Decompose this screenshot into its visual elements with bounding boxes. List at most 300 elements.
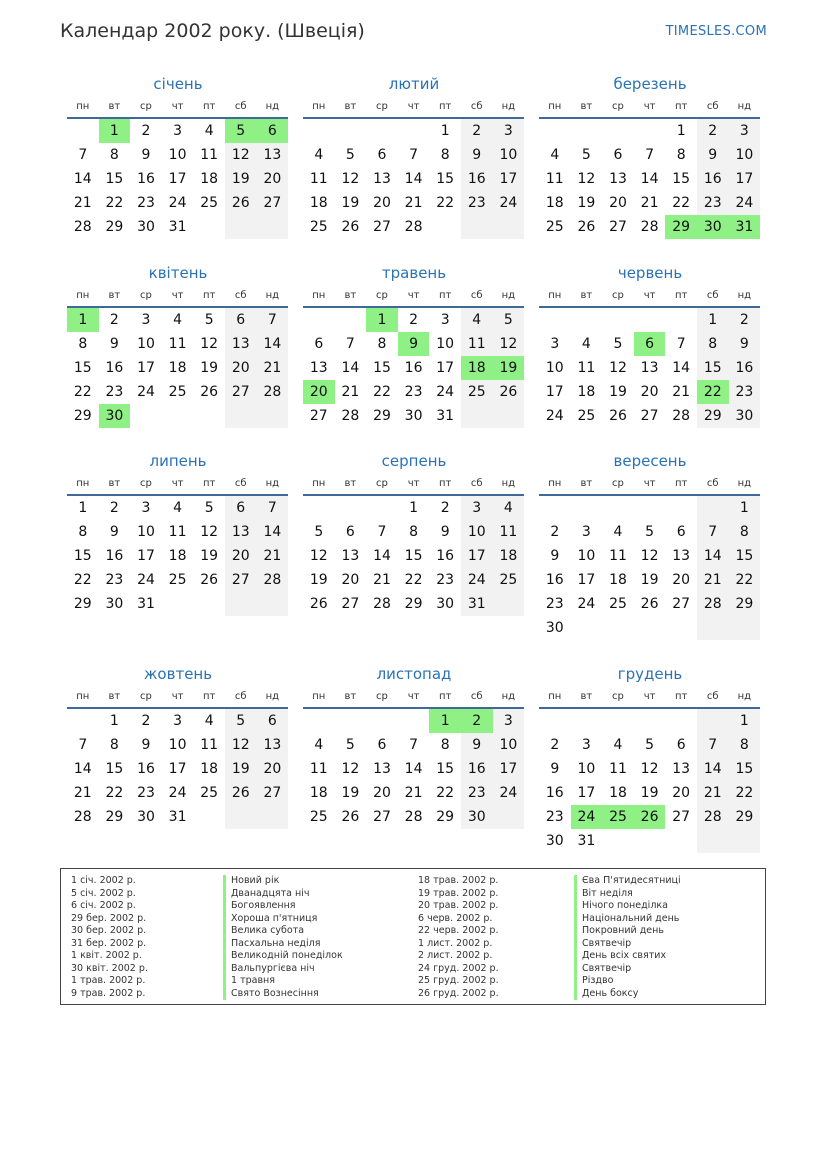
day-cell: 17 (545, 384, 564, 400)
day-cell: 22 (404, 572, 423, 588)
day-cell: 23 (105, 572, 124, 588)
day-cell: 4 (204, 123, 214, 139)
empty-cell (366, 119, 398, 143)
day-cell: 8 (78, 524, 88, 540)
day-cell: 11 (168, 336, 187, 352)
day-cell: 31 (461, 592, 493, 616)
weekday-header: пн (303, 690, 335, 709)
legend-holiday-name: Хороша п'ятниця (223, 913, 343, 926)
empty-cell (67, 119, 99, 143)
day-cell: 23 (545, 596, 564, 612)
day-cell: 19 (200, 360, 219, 376)
day-cell: 14 (672, 360, 691, 376)
day-cell: 27 (672, 809, 691, 825)
weekday-header: ср (602, 289, 634, 308)
holiday-day-cell: 31 (729, 215, 761, 239)
day-cell: 26 (200, 384, 219, 400)
day-cell: 3 (461, 496, 493, 520)
legend-date: 25 груд. 2002 р. (418, 975, 499, 986)
legend-holiday-name: Національний день (574, 913, 681, 926)
day-cell: 28 (404, 809, 423, 825)
day-cell: 17 (168, 171, 187, 187)
day-cell: 18 (577, 384, 596, 400)
weekday-header: вт (335, 690, 367, 709)
day-cell: 12 (640, 548, 659, 564)
day-cell: 1 (697, 308, 729, 332)
holiday-day-cell: 25 (602, 805, 634, 829)
day-cell: 26 (341, 809, 360, 825)
weekday-header: пт (665, 100, 697, 119)
empty-cell (461, 404, 493, 428)
day-cell: 6 (314, 336, 324, 352)
empty-cell (634, 616, 666, 640)
empty-cell (729, 829, 761, 853)
day-cell: 4 (493, 496, 525, 520)
day-cell: 7 (257, 496, 289, 520)
day-cell: 28 (257, 568, 289, 592)
day-cell: 15 (105, 171, 124, 187)
month-name: листопад (376, 665, 452, 683)
weekday-header: вт (571, 477, 603, 496)
empty-cell (303, 308, 335, 332)
day-cell: 14 (404, 171, 423, 187)
month-3 (539, 74, 761, 239)
day-cell: 28 (73, 809, 92, 825)
empty-cell (493, 404, 525, 428)
day-cell: 8 (440, 147, 450, 163)
day-cell: 6 (676, 737, 686, 753)
month-grid (539, 690, 761, 853)
day-cell: 5 (645, 524, 655, 540)
day-cell: 22 (73, 572, 92, 588)
legend-date: 30 бер. 2002 р. (71, 925, 147, 936)
day-cell: 13 (609, 171, 627, 187)
day-cell: 30 (436, 596, 455, 612)
empty-cell (398, 119, 430, 143)
day-cell: 14 (373, 548, 391, 564)
weekday-header: вт (571, 289, 603, 308)
empty-cell (225, 215, 257, 239)
day-cell: 19 (341, 785, 360, 801)
day-cell: 16 (545, 785, 564, 801)
day-cell: 23 (436, 572, 455, 588)
day-cell: 2 (697, 119, 729, 143)
holiday-day-cell: 20 (303, 380, 335, 404)
weekday-header: чт (634, 100, 666, 119)
day-cell: 5 (613, 336, 623, 352)
day-cell: 28 (640, 219, 659, 235)
empty-cell (634, 119, 666, 143)
day-cell: 23 (461, 781, 493, 805)
day-cell: 3 (550, 336, 560, 352)
holiday-day-cell: 19 (493, 356, 525, 380)
empty-cell (303, 709, 335, 733)
day-cell: 1 (109, 713, 119, 729)
day-cell: 12 (309, 548, 328, 564)
weekday-header: сб (697, 690, 729, 709)
day-cell: 10 (493, 733, 525, 757)
holiday-day-cell: 24 (571, 805, 603, 829)
holiday-day-cell: 2 (461, 709, 493, 733)
weekday-header: ср (366, 477, 398, 496)
day-cell: 25 (168, 384, 187, 400)
weekday-header: пн (67, 100, 99, 119)
legend-date: 18 трав. 2002 р. (418, 875, 499, 886)
legend-date: 1 січ. 2002 р. (71, 875, 136, 886)
weekday-header: ср (130, 477, 162, 496)
day-cell: 8 (78, 336, 88, 352)
weekday-header: чт (162, 690, 194, 709)
day-cell: 14 (73, 171, 92, 187)
day-cell: 17 (577, 785, 596, 801)
legend-dates-col-1 (71, 875, 148, 1000)
holiday-day-cell: 1 (67, 308, 99, 332)
month-4 (67, 263, 289, 428)
weekday-header: нд (257, 477, 289, 496)
month-name: вересень (613, 452, 687, 470)
weekday-header: пн (539, 289, 571, 308)
legend-dates-col-2 (418, 875, 499, 1000)
weekday-header: сб (461, 100, 493, 119)
weekday-header: чт (634, 690, 666, 709)
day-cell: 26 (609, 408, 627, 424)
legend-holiday-name: Різдво (574, 975, 681, 988)
month-grid (303, 289, 525, 428)
day-cell: 18 (309, 785, 328, 801)
weekday-header: чт (162, 477, 194, 496)
weekday-header: пт (665, 289, 697, 308)
day-cell: 2 (550, 737, 560, 753)
legend-date: 6 черв. 2002 р. (418, 912, 493, 924)
legend-holiday-name: Нічого понеділка (574, 900, 681, 913)
weekday-header: сб (225, 477, 257, 496)
day-cell: 13 (373, 171, 391, 187)
day-cell: 8 (729, 733, 761, 757)
day-cell: 31 (577, 833, 596, 849)
weekday-header: вт (99, 100, 131, 119)
weekday-header: вт (335, 289, 367, 308)
day-cell: 4 (204, 713, 214, 729)
day-cell: 24 (137, 572, 155, 588)
weekday-header: ср (602, 100, 634, 119)
day-cell: 18 (545, 195, 564, 211)
month-name: травень (381, 264, 447, 282)
day-cell: 23 (137, 785, 155, 801)
month-7 (67, 451, 289, 616)
day-cell: 20 (640, 384, 659, 400)
day-cell: 25 (168, 572, 187, 588)
legend-holiday-name: Богоявлення (223, 900, 343, 913)
day-cell: 10 (545, 360, 564, 376)
day-cell: 3 (581, 524, 591, 540)
day-cell: 20 (373, 785, 391, 801)
weekday-header: нд (729, 289, 761, 308)
weekday-header: пт (429, 289, 461, 308)
day-cell: 10 (493, 143, 525, 167)
weekday-header: вт (99, 690, 131, 709)
day-cell: 24 (493, 191, 525, 215)
day-cell: 7 (345, 336, 355, 352)
day-cell: 11 (545, 171, 564, 187)
weekday-header: нд (493, 477, 525, 496)
legend-holiday-name: Єва П'ятидесятниці (574, 875, 681, 888)
weekday-header: ср (130, 690, 162, 709)
empty-cell (429, 215, 461, 239)
day-cell: 19 (640, 785, 659, 801)
empty-cell (303, 496, 335, 520)
month-grid (67, 477, 289, 616)
empty-cell (162, 404, 194, 428)
weekday-header: пн (67, 477, 99, 496)
day-cell: 14 (341, 360, 360, 376)
weekday-header: пт (193, 100, 225, 119)
day-cell: 30 (105, 596, 124, 612)
day-cell: 20 (672, 785, 691, 801)
day-cell: 21 (672, 384, 691, 400)
holiday-day-cell: 26 (634, 805, 666, 829)
day-cell: 11 (609, 548, 627, 564)
empty-cell (665, 496, 697, 520)
weekday-header: пн (539, 100, 571, 119)
day-cell: 21 (404, 785, 423, 801)
day-cell: 17 (461, 544, 493, 568)
holiday-day-cell: 1 (366, 308, 398, 332)
weekday-header: сб (461, 690, 493, 709)
day-cell: 21 (373, 572, 391, 588)
empty-cell (193, 805, 225, 829)
day-cell: 9 (461, 143, 493, 167)
day-cell: 12 (640, 761, 659, 777)
legend-date: 1 трав. 2002 р. (71, 975, 146, 986)
day-cell: 16 (461, 757, 493, 781)
legend-holiday-name: Святвечір (574, 963, 681, 976)
day-cell: 20 (257, 757, 289, 781)
empty-cell (257, 805, 289, 829)
holiday-day-cell: 18 (461, 356, 493, 380)
holiday-day-cell: 30 (99, 404, 131, 428)
day-cell: 6 (225, 496, 257, 520)
empty-cell (634, 829, 666, 853)
empty-cell (193, 404, 225, 428)
day-cell: 27 (640, 408, 659, 424)
day-cell: 2 (550, 524, 560, 540)
legend-date: 1 лист. 2002 р. (418, 937, 493, 949)
day-cell: 4 (613, 524, 623, 540)
day-cell: 29 (73, 596, 92, 612)
day-cell: 9 (109, 336, 119, 352)
month-name: липень (149, 452, 207, 470)
day-cell: 16 (545, 572, 564, 588)
day-cell: 11 (309, 171, 328, 187)
day-cell: 7 (78, 147, 88, 163)
day-cell: 4 (314, 147, 324, 163)
day-cell: 13 (672, 548, 691, 564)
month-8 (303, 451, 525, 616)
legend-date: 20 трав. 2002 р. (418, 900, 499, 911)
day-cell: 28 (341, 408, 360, 424)
weekday-header: пн (303, 289, 335, 308)
empty-cell (335, 119, 367, 143)
empty-cell (602, 119, 634, 143)
day-cell: 15 (697, 356, 729, 380)
day-cell: 21 (404, 195, 423, 211)
day-cell: 11 (577, 360, 596, 376)
day-cell: 9 (141, 147, 151, 163)
empty-cell (571, 496, 603, 520)
weekday-header: пн (303, 100, 335, 119)
day-cell: 27 (373, 809, 391, 825)
empty-cell (398, 709, 430, 733)
site-link[interactable]: TIMESLES.COM (665, 24, 767, 39)
day-cell: 18 (168, 548, 187, 564)
day-cell: 4 (173, 312, 183, 328)
day-cell: 22 (105, 785, 124, 801)
legend-date: 19 трав. 2002 р. (418, 887, 499, 899)
day-cell: 19 (225, 167, 257, 191)
day-cell: 7 (377, 524, 387, 540)
empty-cell (571, 308, 603, 332)
holiday-day-cell: 29 (665, 215, 697, 239)
holiday-day-cell: 9 (398, 332, 430, 356)
legend-date: 24 груд. 2002 р. (418, 962, 499, 974)
day-cell: 18 (609, 785, 627, 801)
empty-cell (665, 829, 697, 853)
day-cell: 29 (729, 805, 761, 829)
day-cell: 26 (493, 380, 525, 404)
day-cell: 10 (137, 336, 155, 352)
day-cell: 2 (109, 312, 119, 328)
day-cell: 21 (73, 195, 92, 211)
weekday-header: чт (398, 289, 430, 308)
month-name: квітень (148, 264, 208, 282)
legend-date: 31 бер. 2002 р. (71, 937, 147, 949)
day-cell: 18 (493, 544, 525, 568)
day-cell: 14 (73, 761, 92, 777)
day-cell: 3 (173, 123, 183, 139)
empty-cell (602, 829, 634, 853)
day-cell: 26 (640, 596, 659, 612)
day-cell: 5 (581, 147, 591, 163)
day-cell: 15 (729, 757, 761, 781)
day-cell: 10 (168, 147, 187, 163)
weekday-header: ср (602, 477, 634, 496)
day-cell: 15 (373, 360, 391, 376)
day-cell: 12 (341, 761, 360, 777)
day-cell: 2 (141, 713, 151, 729)
day-cell: 24 (461, 568, 493, 592)
day-cell: 18 (200, 761, 219, 777)
day-cell: 7 (645, 147, 655, 163)
day-cell: 11 (493, 520, 525, 544)
day-cell: 27 (257, 781, 289, 805)
holiday-day-cell: 1 (429, 709, 461, 733)
day-cell: 17 (168, 761, 187, 777)
empty-cell (602, 496, 634, 520)
empty-cell (461, 215, 493, 239)
weekday-header: вт (335, 477, 367, 496)
day-cell: 21 (73, 785, 92, 801)
day-cell: 20 (373, 195, 391, 211)
weekday-header: сб (697, 477, 729, 496)
day-cell: 4 (550, 147, 560, 163)
day-cell: 14 (257, 332, 289, 356)
day-cell: 13 (225, 332, 257, 356)
day-cell: 31 (436, 408, 455, 424)
day-cell: 7 (409, 737, 419, 753)
weekday-header: нд (257, 690, 289, 709)
month-grid (67, 289, 289, 428)
month-9 (539, 451, 761, 640)
day-cell: 11 (168, 524, 187, 540)
day-cell: 16 (436, 548, 455, 564)
day-cell: 21 (697, 568, 729, 592)
empty-cell (729, 616, 761, 640)
day-cell: 20 (225, 356, 257, 380)
legend-holiday-name: Святвечір (574, 938, 681, 951)
day-cell: 7 (676, 336, 686, 352)
day-cell: 16 (137, 761, 155, 777)
day-cell: 28 (373, 596, 391, 612)
day-cell: 18 (609, 572, 627, 588)
empty-cell (602, 709, 634, 733)
day-cell: 9 (550, 548, 560, 564)
day-cell: 23 (545, 809, 564, 825)
day-cell: 12 (493, 332, 525, 356)
day-cell: 25 (545, 219, 564, 235)
day-cell: 3 (141, 312, 151, 328)
day-cell: 28 (697, 805, 729, 829)
day-cell: 29 (436, 809, 455, 825)
day-cell: 11 (461, 332, 493, 356)
empty-cell (602, 616, 634, 640)
day-cell: 12 (577, 171, 596, 187)
day-cell: 10 (436, 336, 455, 352)
day-cell: 8 (409, 524, 419, 540)
day-cell: 16 (137, 171, 155, 187)
weekday-header: чт (634, 477, 666, 496)
day-cell: 26 (309, 596, 328, 612)
weekday-header: сб (697, 289, 729, 308)
day-cell: 28 (697, 592, 729, 616)
day-cell: 4 (613, 737, 623, 753)
day-cell: 1 (78, 500, 88, 516)
weekday-header: пн (539, 690, 571, 709)
day-cell: 22 (373, 384, 391, 400)
empty-cell (571, 616, 603, 640)
day-cell: 21 (257, 356, 289, 380)
month-grid (539, 100, 761, 239)
day-cell: 29 (729, 592, 761, 616)
day-cell: 29 (105, 219, 124, 235)
empty-cell (193, 215, 225, 239)
day-cell: 31 (168, 809, 187, 825)
month-6 (539, 263, 761, 428)
day-cell: 30 (404, 408, 423, 424)
day-cell: 19 (200, 548, 219, 564)
day-cell: 14 (697, 544, 729, 568)
day-cell: 5 (345, 737, 355, 753)
weekday-header: нд (257, 289, 289, 308)
legend-date: 2 лист. 2002 р. (418, 950, 493, 961)
weekday-header: сб (461, 477, 493, 496)
day-cell: 19 (341, 195, 360, 211)
weekday-header: вт (99, 477, 131, 496)
day-cell: 25 (309, 219, 328, 235)
day-cell: 16 (697, 167, 729, 191)
weekday-header: чт (398, 100, 430, 119)
day-cell: 26 (225, 191, 257, 215)
day-cell: 23 (404, 384, 423, 400)
